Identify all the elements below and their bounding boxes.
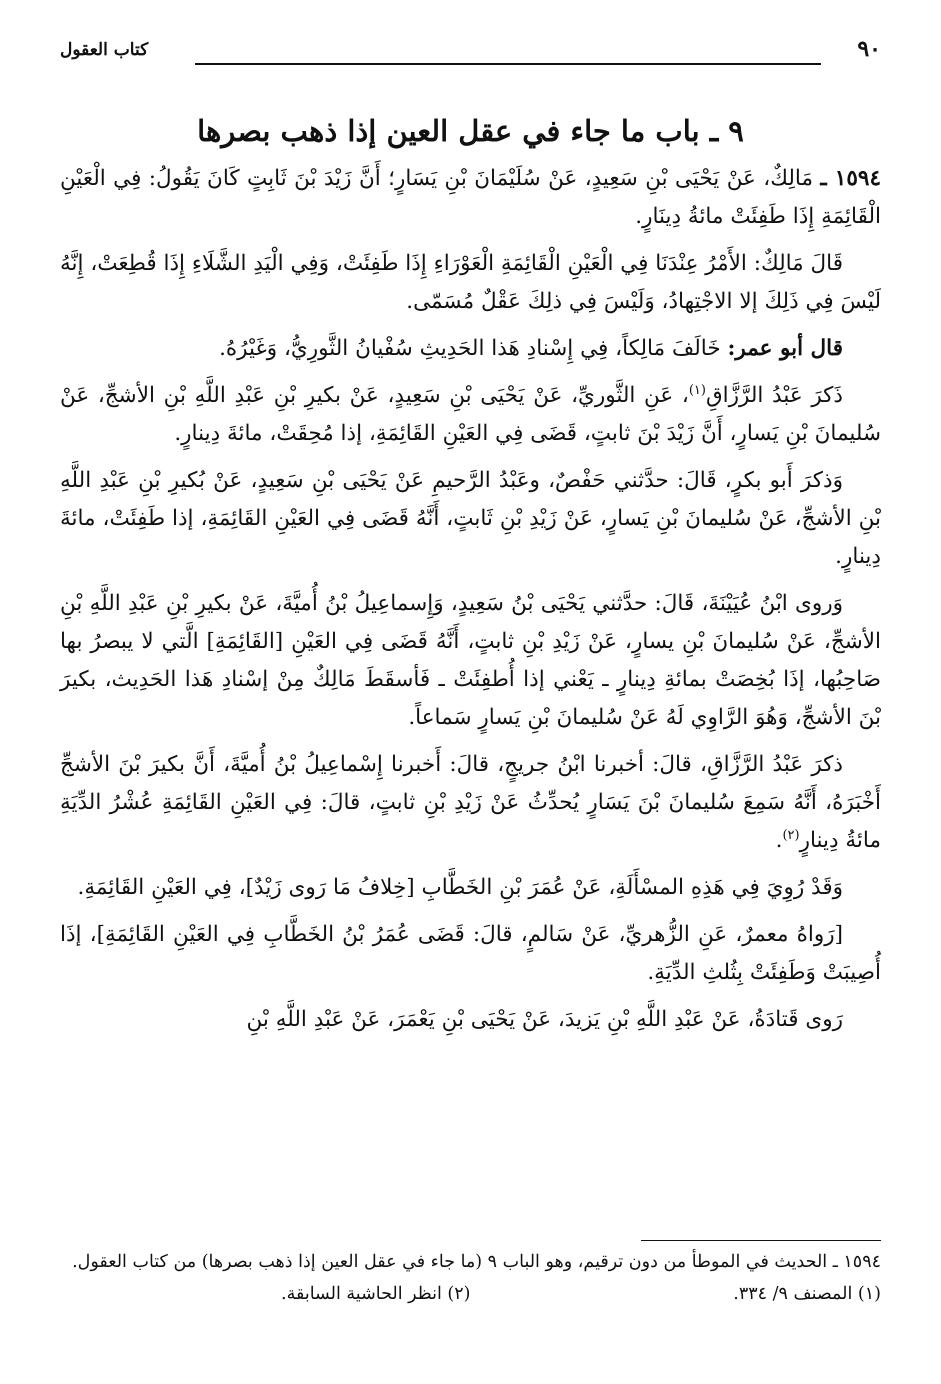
- paragraph: [60, 330, 881, 368]
- footnote-2: (٢) انظر الحاشية السابقة.: [281, 1284, 471, 1304]
- paragraph-text-cont: ، عَنِ الثَّوريِّ، عَنْ يَحْيَى بْنِ سَعِيدٍ، عَنْ بكيرِ بْنِ عَبْدِ اللَّهِ بْنِ الأشجِّ، عَنْ سُليمانَ بْنِ يَسارٍ، أَنَّ زَيْدَ بْنَ ثابتٍ، قَضَى فِي العَيْنِ القَائِمَةِ، إذا مُحِقَتْ، مائةَ دِينارٍ.: [60, 383, 881, 446]
- paragraph-text: وَقَدْ رُوِيَ فِي هَذِهِ المسْأَلَةِ، عَنْ عُمَرَ بْنِ الخَطَّابِ [خِلافُ مَا رَوى زَيْدٌ]، فِي العَيْنِ القَائِمَةِ.: [77, 875, 843, 900]
- paragraph-text: ذكرَ عَبْدُ الرَّزَّاقِ، قالَ: أخبرنا ابْنُ جريجٍ، قالَ: أَخبرنا إِسْماعِيلُ بْنُ أُميَّةَ، أَنَّ بكيرَ بْنَ الأشجِّ أَخْبَرَهُ، أَنَّهُ سَمِعَ سُليمانَ بْنَ يَسَارٍ يُحدِّثُ عَنْ زَيْدِ بْنِ ثابتٍ، قالَ: فِي العَيْنِ القَائِمَةِ عُشْرُ الدِّيَةِ مائةُ دِينارٍ: [60, 752, 881, 853]
- footnote-ref: (٢): [782, 827, 800, 843]
- paragraph-text: مَالِكٌ، عَنْ يَحْيَى بْنِ سَعِيدٍ، عَنْ سُلَيْمَانَ بْنِ يَسَارٍ؛ أَنَّ زَيْدَ بْنَ ثَابِتٍ كَانَ يَقُولُ: فِي الْعَيْنِ الْقَائِمَةِ إِذَا طَفِئَتْ مائةُ دِينَارٍ.: [60, 166, 881, 229]
- paragraph-text: وَذكرَ أَبو بكرٍ، قَالَ: حدَّثني حَفْصٌ، وعَبْدُ الرَّحيمِ عَنْ يَحْيَى بْنِ سَعِيدٍ، عَنْ بُكيرِ بْنِ عَبْدِ اللَّهِ بْنِ الأشجِّ، عَنْ سُليمانَ بْنِ يَسارٍ، عَنْ زَيْدِ بْنِ ثَابتٍ، أَنَّهُ قَضَى فِي العَيْنِ القَائِمَةِ، إذا طَفِئَتْ، مائةَ دِينارٍ.: [60, 468, 881, 569]
- footnote-1: (١) المصنف ٩/ ٣٣٤.: [733, 1284, 881, 1304]
- paragraph-text: رَوى قَتادَةُ، عَنْ عَبْدِ اللَّهِ بْنِ يَزيدَ، عَنْ يَحْيَى بْنِ يَعْمَرَ، عَنْ عَبْدِ اللَّهِ بْنِ: [246, 1007, 843, 1032]
- speaker-label: قال أبو عمر:: [727, 336, 843, 361]
- book-title: كتاب العقول: [60, 40, 149, 60]
- paragraph-text: [رَواهُ معمرٌ، عَنِ الزُّهريِّ، عَنْ سَالمٍ، قالَ: قَضَى عُمَرُ بْنُ الخَطَّابِ فِي العَيْنِ القَائِمَةِ]، إذَا أُصِيبَتْ وَطَفِئَتْ بِثُلثِ الدِّيَةِ.: [60, 922, 881, 985]
- paragraph-text: ذَكرَ عَبْدُ الرَّزَّاقِ: [705, 383, 843, 408]
- footnotes: [60, 1248, 881, 1308]
- paragraph: [60, 585, 881, 737]
- paragraph-text: وَروى ابْنُ عُيَيْنَةَ، قَالَ: حدَّثني يَحْيَى بْنُ سَعِيدٍ، وَإِسماعِيلُ بْنُ أُميَّةَ، عَنْ بكيرِ بْنِ عَبْدِ اللَّهِ بْنِ الأشجِّ، عَنْ سُليمانَ بْنِ يسارٍ، عَنْ زَيْدِ بْنِ ثابتٍ، أَنَّهُ قَضَى فِي العَيْنِ [القَائِمَةِ] الَّتي لا يبصرُ بها صَاحِبُها، إذَا بُخِصَتْ بمائةِ دِينارٍ ـ يَعْني إذا أُطفِئَتْ ـ فَأسقَطَ مَالِكٌ مِنْ إسْنادِ هَذا الحَدِيث، بكيرَ بْنَ الأشجِّ، وَهُوَ الرَّاوِي لَهُ عَنْ سُليمانَ بْنِ يَسارٍ سَماعاً.: [60, 591, 881, 730]
- footnote-main: ١٥٩٤ ـ الحديث في الموطأ من دون ترقيم، وهو الباب ٩ (ما جاء في عقل العين إذا ذهب بصرها) من كتاب العقول.: [72, 1252, 881, 1272]
- paragraph: [60, 1001, 881, 1039]
- page-body: [60, 108, 881, 1048]
- paragraph-text: قَالَ مَالِكٌ: الأَمْرُ عِنْدَنَا فِي الْعَيْنِ الْقَائِمَةِ الْعَوْرَاءِ إِذَا طَفِئَتْ، وَفِي الْيَدِ الشَّلَاءِ إِذَا قُطِعَتْ، إِنَّهُ لَيْسَ فِي ذَلِكَ إلا الاجْتِهادُ، وَلَيْسَ فِي ذلِكَ عَقْلٌ مُسَمّى.: [60, 251, 881, 314]
- paragraph: [60, 245, 881, 321]
- hadith-paragraph: [60, 160, 881, 236]
- paragraph-text: خَالَفَ مَالِكاً، فِي إِسْنادِ هَذا الحَدِيثِ سُفْيانُ الثَّورِيُّ، وَغَيْرُهُ.: [219, 336, 728, 361]
- page-number: ٩٠: [857, 36, 881, 62]
- footnote-row: [60, 1280, 881, 1308]
- footnote-rule: [641, 1240, 881, 1241]
- paragraph-text-cont: .: [775, 828, 783, 853]
- paragraph: [60, 916, 881, 992]
- footnote-ref: (١): [688, 382, 706, 398]
- paragraph: [60, 377, 881, 453]
- paragraph: [60, 746, 881, 860]
- header-rule: [195, 63, 821, 65]
- paragraph: [60, 869, 881, 907]
- chapter-title: ٩ ـ باب ما جاء في عقل العين إذا ذهب بصرها: [197, 114, 744, 148]
- running-header: [60, 36, 881, 66]
- paragraph: [60, 462, 881, 576]
- hadith-number: ١٥٩٤ ـ: [820, 166, 881, 191]
